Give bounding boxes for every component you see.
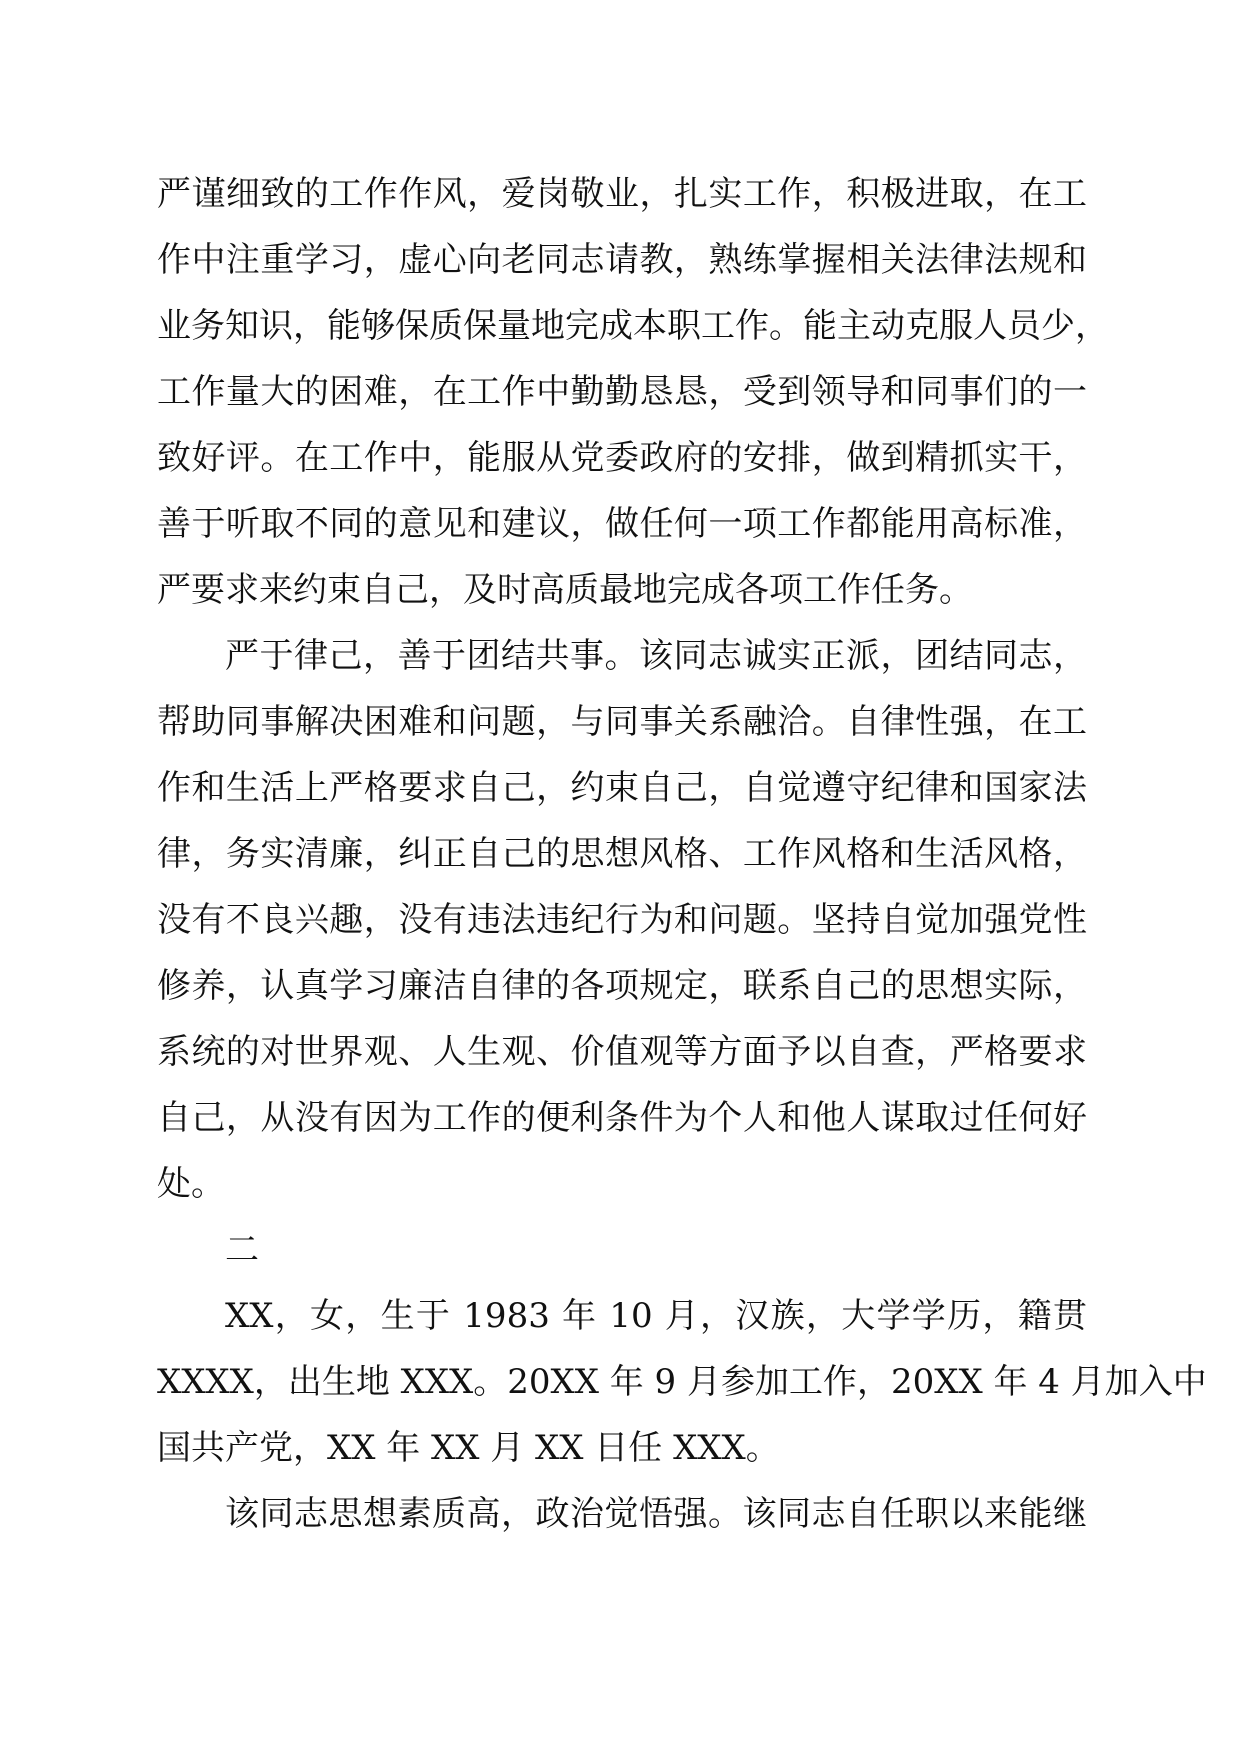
paragraph-line: 律，务实清廉，纠正自己的思想风格、工作风格和生活风格， (157, 834, 1087, 874)
paragraph-line: 善于听取不同的意见和建议，做任何一项工作都能用高标准， (157, 504, 1087, 544)
paragraph-line: 自己，从没有因为工作的便利条件为个人和他人谋取过任何好 (157, 1098, 1087, 1138)
paragraph-line: 帮助同事解决困难和问题，与同事关系融洽。自律性强，在工 (157, 702, 1087, 742)
paragraph-line: 作中注重学习，虚心向老同志请教，熟练掌握相关法律法规和 (157, 240, 1087, 280)
paragraph-first-line: 该同志思想素质高，政治觉悟强。该同志自任职以来能继 (225, 1494, 1087, 1534)
paragraph-line: 没有不良兴趣，没有违法违纪行为和问题。坚持自觉加强党性 (157, 900, 1087, 940)
paragraph-line: 致好评。在工作中，能服从党委政府的安排，做到精抓实干， (157, 438, 1087, 478)
paragraph-line: XXXX，出生地 XXX。20XX 年 9 月参加工作，20XX 年 4 月加入中 (157, 1362, 1207, 1402)
paragraph-line: 工作量大的困难，在工作中勤勤恳恳，受到领导和同事们的一 (157, 372, 1087, 412)
paragraph-line: 严谨细致的工作作风，爱岗敬业，扎实工作，积极进取，在工 (157, 174, 1087, 214)
paragraph-line: 业务知识，能够保质保量地完成本职工作。能主动克服人员少， (157, 306, 1109, 346)
paragraph-line: 系统的对世界观、人生观、价值观等方面予以自查，严格要求 (157, 1032, 1087, 1072)
section-heading: 二 (225, 1230, 259, 1270)
paragraph-line: 修养，认真学习廉洁自律的各项规定，联系自己的思想实际， (157, 966, 1087, 1006)
paragraph-line: 处。 (157, 1164, 225, 1204)
paragraph-first-line: XX，女，生于 1983 年 10 月，汉族，大学学历，籍贯 (225, 1296, 1087, 1336)
paragraph-line: 国共产党，XX 年 XX 月 XX 日任 XXX。 (157, 1428, 780, 1468)
paragraph-line: 作和生活上严格要求自己，约束自己，自觉遵守纪律和国家法 (157, 768, 1087, 808)
paragraph-first-line: 严于律己，善于团结共事。该同志诚实正派，团结同志， (225, 636, 1087, 676)
paragraph-line: 严要求来约束自己，及时高质最地完成各项工作任务。 (157, 570, 973, 610)
